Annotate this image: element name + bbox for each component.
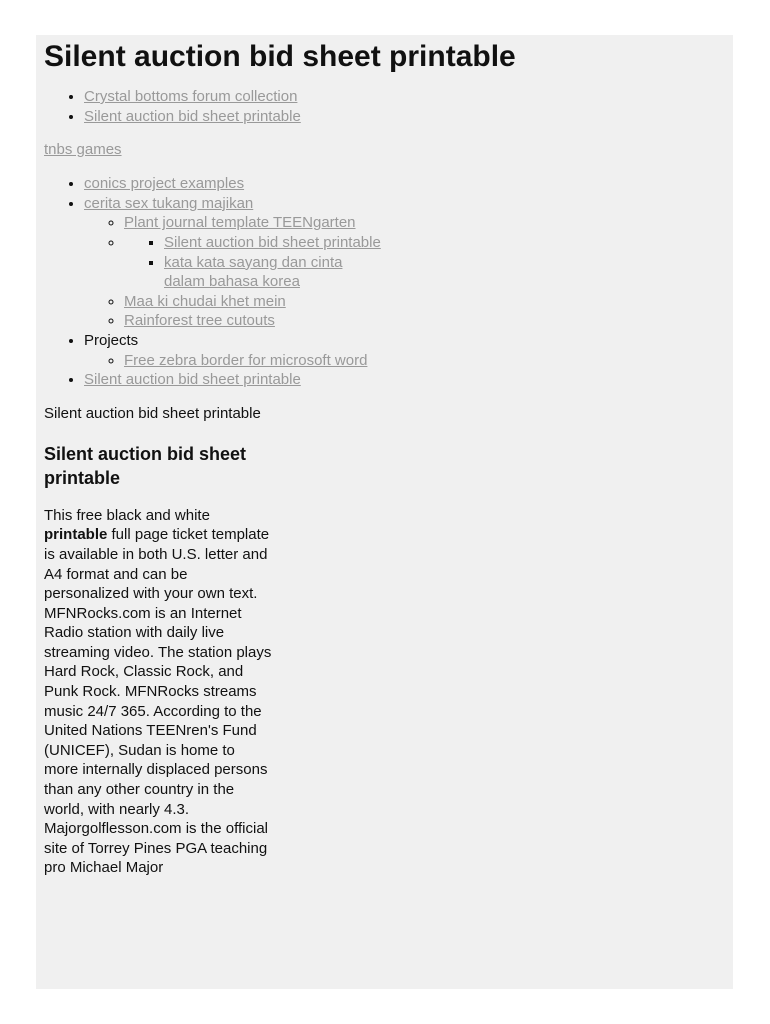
nav-list xyxy=(44,174,384,390)
list-item xyxy=(124,292,384,312)
link-silent-auction-last[interactable]: Silent auction bid sheet printable xyxy=(84,371,301,389)
link-silent-auction-sub[interactable]: Silent auction bid sheet printable xyxy=(164,233,381,251)
list-item xyxy=(164,233,384,253)
link-crystal-bottoms[interactable]: Crystal bottoms forum collection xyxy=(84,88,298,105)
list-item xyxy=(84,331,384,370)
top-links-list xyxy=(44,87,384,126)
nested-sublist xyxy=(124,233,384,292)
article-intro: This free black and white xyxy=(44,506,210,524)
link-cerita[interactable]: cerita sex tukang majikan xyxy=(84,194,254,212)
page-title: Silent auction bid sheet printable xyxy=(44,40,516,73)
article-heading: Silent auction bid sheet printable xyxy=(44,443,247,488)
projects-label: Projects xyxy=(84,331,139,349)
link-silent-auction[interactable]: Silent auction bid sheet printable xyxy=(84,107,301,125)
list-item xyxy=(124,311,384,331)
link-zebra-border[interactable]: Free zebra border for microsoft word xyxy=(124,351,368,369)
link-maa-ki[interactable]: Maa ki chudai khet mein xyxy=(124,292,286,310)
list-item xyxy=(84,174,384,194)
page-container xyxy=(36,35,733,989)
tnbs-paragraph xyxy=(44,140,725,160)
list-item xyxy=(124,213,384,233)
list-item xyxy=(84,194,384,331)
list-item xyxy=(164,253,384,292)
article-body xyxy=(44,506,272,878)
link-plant-journal[interactable]: Plant journal template TEENgarten xyxy=(124,214,356,232)
list-item xyxy=(124,233,384,292)
article-bold-word: printable xyxy=(44,526,108,544)
list-item xyxy=(124,351,384,371)
list-item xyxy=(84,107,384,127)
mid-text: Silent auction bid sheet printable xyxy=(44,404,261,422)
link-kata-kata[interactable]: kata kata sayang dan cinta dalam bahasa korea xyxy=(164,253,343,291)
list-item xyxy=(84,370,384,390)
link-rainforest[interactable]: Rainforest tree cutouts xyxy=(124,312,275,330)
nested-list xyxy=(84,213,384,331)
article-body-text: full page ticket template is available in both U.S. letter and A4 format and can be personalized with your own text. MFNRocks.com is an Internet Radio station with daily live streaming video. The station plays Hard Rock, Classic Rock, and Punk Rock. MFNRocks streams music 24/7 365. According to the United Nations TEENren's Fund (UNICEF), Sudan is home to more internally displaced persons than any other country in the world, with nearly 4.3. Majorgolflesson.com is the official site of Torrey Pines PGA teaching pro Michael Major xyxy=(44,526,272,877)
link-conics-project[interactable]: conics project examples xyxy=(84,175,245,193)
list-item xyxy=(84,87,384,107)
link-tnbs-games[interactable]: tnbs games xyxy=(44,141,122,159)
projects-sublist xyxy=(84,351,384,371)
